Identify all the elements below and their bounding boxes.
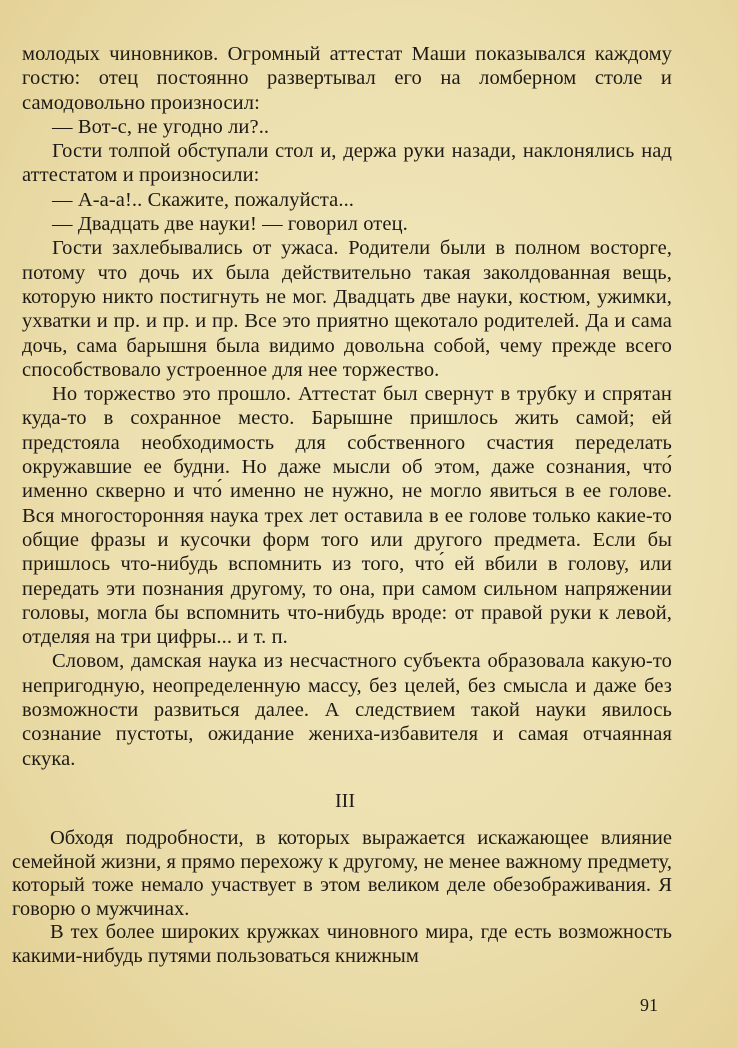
section-heading: III: [335, 790, 355, 812]
paragraph: — А-а-а!.. Скажите, пожалуйста...: [52, 188, 355, 211]
paragraph: Гости захлебывались от ужаса. Родители были в полном восторге, потому что дочь их была действительно такая заколдованная вещь, которую никто постигнуть не мог. Двадцать две науки, костюм, ужимки, ухватки и пр. и пр. и пр. Все это приятно щекотало родителей. Да и сама дочь, сама барышня была видимо довольна собой, чему прежде всего способствовало устроенное для нее торжество.: [22, 237, 672, 381]
paragraph: Обходя подробности, в которых выражается искажающее влияние семейной жизни, я прямо перехожу к другому, не менее важному предмету, который тоже немало участвует в этом великом деле обезображивания. Я говорю о мужчинах.: [12, 827, 672, 920]
paragraph: — Вот-с, не угодно ли?..: [52, 115, 270, 138]
main-text-block: [22, 42, 672, 771]
section-text-block: [12, 827, 672, 968]
paragraph: — Двадцать две науки! — говорил отец.: [52, 213, 408, 236]
paragraph: Но торжество это прошло. Аттестат был свернут в трубку и спрятан куда-то в сохранное место. Барышне пришлось жить самой; ей предстояла необходимость для собственного счастия переделать окружавшие ее будни. Но даже мысли об этом, даже сознания, что́ именно скверно и что́ именно не нужно, не могло явиться в ее голове. Вся многосторонняя наука трех лет оставила в ее голове только какие-то общие фразы и кусочки форм того или другого предмета. Если бы пришлось что-нибудь вспомнить из того, что́ ей вбили в голову, или передать эти познания другому, то она, при самом сильном напряжении головы, могла бы вспомнить что-нибудь вроде: от правой руки к левой, отделяя на три цифры... и т. п.: [22, 383, 672, 649]
paragraph: молодых чиновников. Огромный аттестат Маши показывался каждому гостю: отец постоянно развертывал его на ломберном столе и самодовольно произносил:: [22, 43, 672, 114]
paragraph: Словом, дамская наука из несчастного субъекта образовала какую-то непригодную, неопределенную массу, без целей, без смысла и даже без возможности развиться далее. А следствием такой науки явилось сознание пустоты, ожидание жениха-избавителя и самая отчаянная скука.: [22, 650, 672, 770]
paragraph: Гости толпой обступали стол и, держа руки назади, наклонялись над аттестатом и произносили:: [22, 140, 672, 187]
paragraph: В тех более широких кружках чиновного мира, где есть возможность какими-нибудь путями пользоваться книжным: [12, 921, 672, 967]
page-number: 91: [640, 995, 658, 1015]
